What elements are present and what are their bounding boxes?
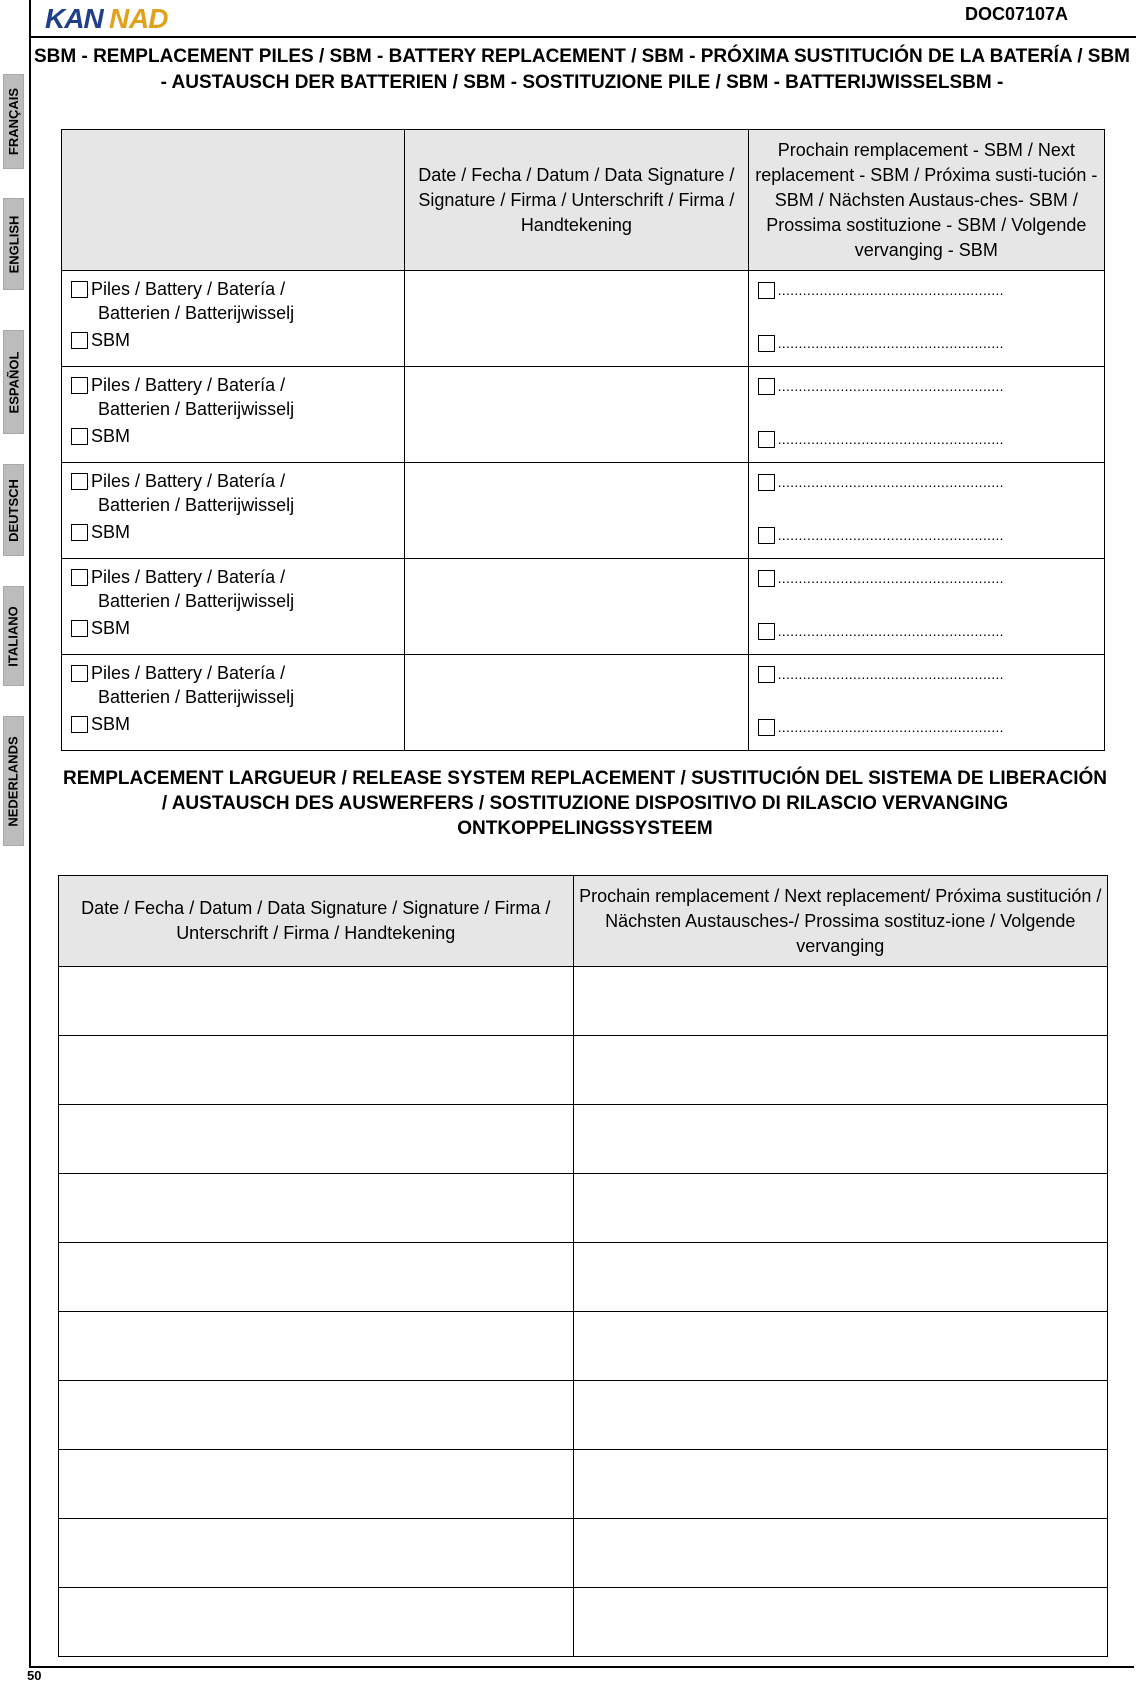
next-battery-date-line[interactable]: ...................................................... — [777, 378, 1004, 395]
date-signature-cell[interactable] — [59, 967, 574, 1036]
next-sbm-date-line[interactable]: ...................................................... — [777, 431, 1004, 448]
release-system-section-title: REMPLACEMENT LARGUEUR / RELEASE SYSTEM REPLACEMENT / SUSTITUCIÓN DEL SISTEMA DE LIBERACIÓN / AUSTAUSCH DES AUSWERFERS / SOSTITUZIONE DISPOSITIVO DI RILASCIO VERVANGING ONTKOPPELINGSSYSTEEM — [62, 768, 1107, 839]
date-signature-cell[interactable] — [59, 1105, 574, 1174]
battery-label: Piles / Battery / Batería / — [91, 374, 286, 395]
battery-section-title: SBM - REMPLACEMENT PILES / SBM - BATTERY REPLACEMENT / SBM - PRÓXIMA SUSTITUCIÓN DE LA BATERÍA / SBM - AUSTAUSCH DER BATTERIEN / SBM - SOSTITUZIONE PILE / SBM - BATTERIJWISSELSBM - — [33, 46, 1131, 93]
next-battery-date-line[interactable]: ...................................................... — [777, 666, 1004, 683]
battery-label-cont: Batterien / Batterijwisselj — [98, 495, 295, 515]
table-row — [59, 1588, 1108, 1657]
table-header-next-replacement: Prochain remplacement / Next replacement/ Próxima sustitución / Nächsten Austausches-/ Prossima sostituz-ione / Volgende vervanging — [573, 876, 1108, 967]
battery-label: Piles / Battery / Batería / — [91, 662, 286, 683]
sbm-checkbox[interactable] — [71, 524, 88, 541]
release-system-table — [58, 875, 1108, 1657]
next-sbm-checkbox[interactable] — [758, 527, 775, 544]
date-signature-cell[interactable] — [59, 1519, 574, 1588]
table-header-date-signature: Date / Fecha / Datum / Data Signature / Signature / Firma / Unterschrift / Firma / Handtekening — [59, 876, 574, 967]
next-replacement-cell[interactable] — [573, 1519, 1108, 1588]
language-tab-italiano[interactable]: ITALIANO — [3, 586, 24, 686]
date-signature-cell[interactable] — [59, 1381, 574, 1450]
next-battery-checkbox[interactable] — [758, 474, 775, 491]
document-code: DOC07107A — [965, 4, 1069, 24]
next-battery-checkbox[interactable] — [758, 378, 775, 395]
next-battery-checkbox[interactable] — [758, 570, 775, 587]
next-battery-date-line[interactable]: ...................................................... — [777, 282, 1004, 299]
sbm-checkbox[interactable] — [71, 332, 88, 349]
next-sbm-date-line[interactable]: ...................................................... — [777, 527, 1004, 544]
sbm-label: SBM — [91, 329, 131, 350]
next-replacement-cell[interactable] — [573, 1312, 1108, 1381]
date-signature-cell[interactable] — [405, 463, 748, 559]
next-sbm-date-line[interactable]: ...................................................... — [777, 623, 1004, 640]
battery-checkbox[interactable] — [71, 569, 88, 586]
table-row — [59, 1036, 1108, 1105]
date-signature-cell[interactable] — [59, 1312, 574, 1381]
table-header-empty — [62, 130, 405, 271]
next-replacement-cell[interactable] — [573, 1450, 1108, 1519]
table-row — [62, 655, 1105, 751]
battery-label: Piles / Battery / Batería / — [91, 470, 286, 491]
table-row — [62, 367, 1105, 463]
sbm-checkbox[interactable] — [71, 428, 88, 445]
table-row — [59, 967, 1108, 1036]
date-signature-cell[interactable] — [405, 655, 748, 751]
table-row — [62, 271, 1105, 367]
battery-label-cont: Batterien / Batterijwisselj — [98, 399, 295, 419]
date-signature-cell[interactable] — [405, 271, 748, 367]
table-row — [59, 1450, 1108, 1519]
next-replacement-cell[interactable] — [573, 1588, 1108, 1657]
next-replacement-cell[interactable] — [573, 1381, 1108, 1450]
sbm-checkbox[interactable] — [71, 620, 88, 637]
date-signature-cell[interactable] — [59, 1243, 574, 1312]
date-signature-cell[interactable] — [59, 1588, 574, 1657]
table-row — [62, 559, 1105, 655]
battery-label-cont: Batterien / Batterijwisselj — [98, 303, 295, 323]
battery-replacement-table — [61, 129, 1105, 751]
next-sbm-date-line[interactable]: ...................................................... — [777, 719, 1004, 736]
language-tab-espanol[interactable]: ESPAÑOL — [3, 330, 24, 434]
table-row — [59, 1105, 1108, 1174]
svg-text:N: N — [109, 3, 129, 33]
date-signature-cell[interactable] — [59, 1174, 574, 1243]
next-replacement-cell[interactable] — [573, 1174, 1108, 1243]
next-replacement-cell[interactable] — [573, 1105, 1108, 1174]
svg-text:AD: AD — [129, 3, 168, 33]
battery-label-cont: Batterien / Batterijwisselj — [98, 591, 295, 611]
date-signature-cell[interactable] — [59, 1036, 574, 1105]
next-battery-checkbox[interactable] — [758, 666, 775, 683]
table-header-next-replacement: Prochain remplacement - SBM / Next replacement - SBM / Próxima susti-tución - SBM / Nächsten Austaus-ches- SBM / Prossima sostituzione - SBM / Volgende vervanging - SBM — [748, 130, 1104, 271]
battery-label-cont: Batterien / Batterijwisselj — [98, 687, 295, 707]
language-tab-english[interactable]: ENGLISH — [3, 198, 24, 290]
next-sbm-checkbox[interactable] — [758, 623, 775, 640]
header-rule — [30, 36, 1136, 38]
next-replacement-cell[interactable] — [573, 1243, 1108, 1312]
date-signature-cell[interactable] — [59, 1450, 574, 1519]
table-row — [59, 1381, 1108, 1450]
svg-text:KAN: KAN — [45, 3, 103, 33]
sbm-checkbox[interactable] — [71, 716, 88, 733]
sbm-label: SBM — [91, 617, 131, 638]
table-row — [59, 1243, 1108, 1312]
next-replacement-cell[interactable] — [573, 1036, 1108, 1105]
page-number: 50 — [27, 1668, 42, 1683]
next-sbm-checkbox[interactable] — [758, 719, 775, 736]
battery-checkbox[interactable] — [71, 281, 88, 298]
next-sbm-checkbox[interactable] — [758, 335, 775, 352]
next-battery-date-line[interactable]: ...................................................... — [777, 474, 1004, 491]
table-row — [59, 1174, 1108, 1243]
language-tab-francais[interactable]: FRANÇAIS — [3, 74, 24, 169]
date-signature-cell[interactable] — [405, 367, 748, 463]
battery-checkbox[interactable] — [71, 377, 88, 394]
next-sbm-date-line[interactable]: ...................................................... — [777, 335, 1004, 352]
next-battery-date-line[interactable]: ...................................................... — [777, 570, 1004, 587]
language-tab-nederlands[interactable]: NEDERLANDS — [3, 716, 24, 846]
next-replacement-cell[interactable] — [573, 967, 1108, 1036]
battery-checkbox[interactable] — [71, 473, 88, 490]
sbm-label: SBM — [91, 425, 131, 446]
next-sbm-checkbox[interactable] — [758, 431, 775, 448]
battery-label: Piles / Battery / Batería / — [91, 278, 286, 299]
battery-label: Piles / Battery / Batería / — [91, 566, 286, 587]
sbm-label: SBM — [91, 713, 131, 734]
battery-checkbox[interactable] — [71, 665, 88, 682]
kannad-logo — [45, 3, 181, 33]
table-row — [59, 1519, 1108, 1588]
table-row — [62, 463, 1105, 559]
sbm-label: SBM — [91, 521, 131, 542]
table-row — [59, 1312, 1108, 1381]
next-battery-checkbox[interactable] — [758, 282, 775, 299]
table-header-date-signature: Date / Fecha / Datum / Data Signature / Signature / Firma / Unterschrift / Firma / Handtekening — [405, 130, 748, 271]
date-signature-cell[interactable] — [405, 559, 748, 655]
language-tab-deutsch[interactable]: DEUTSCH — [3, 464, 24, 556]
